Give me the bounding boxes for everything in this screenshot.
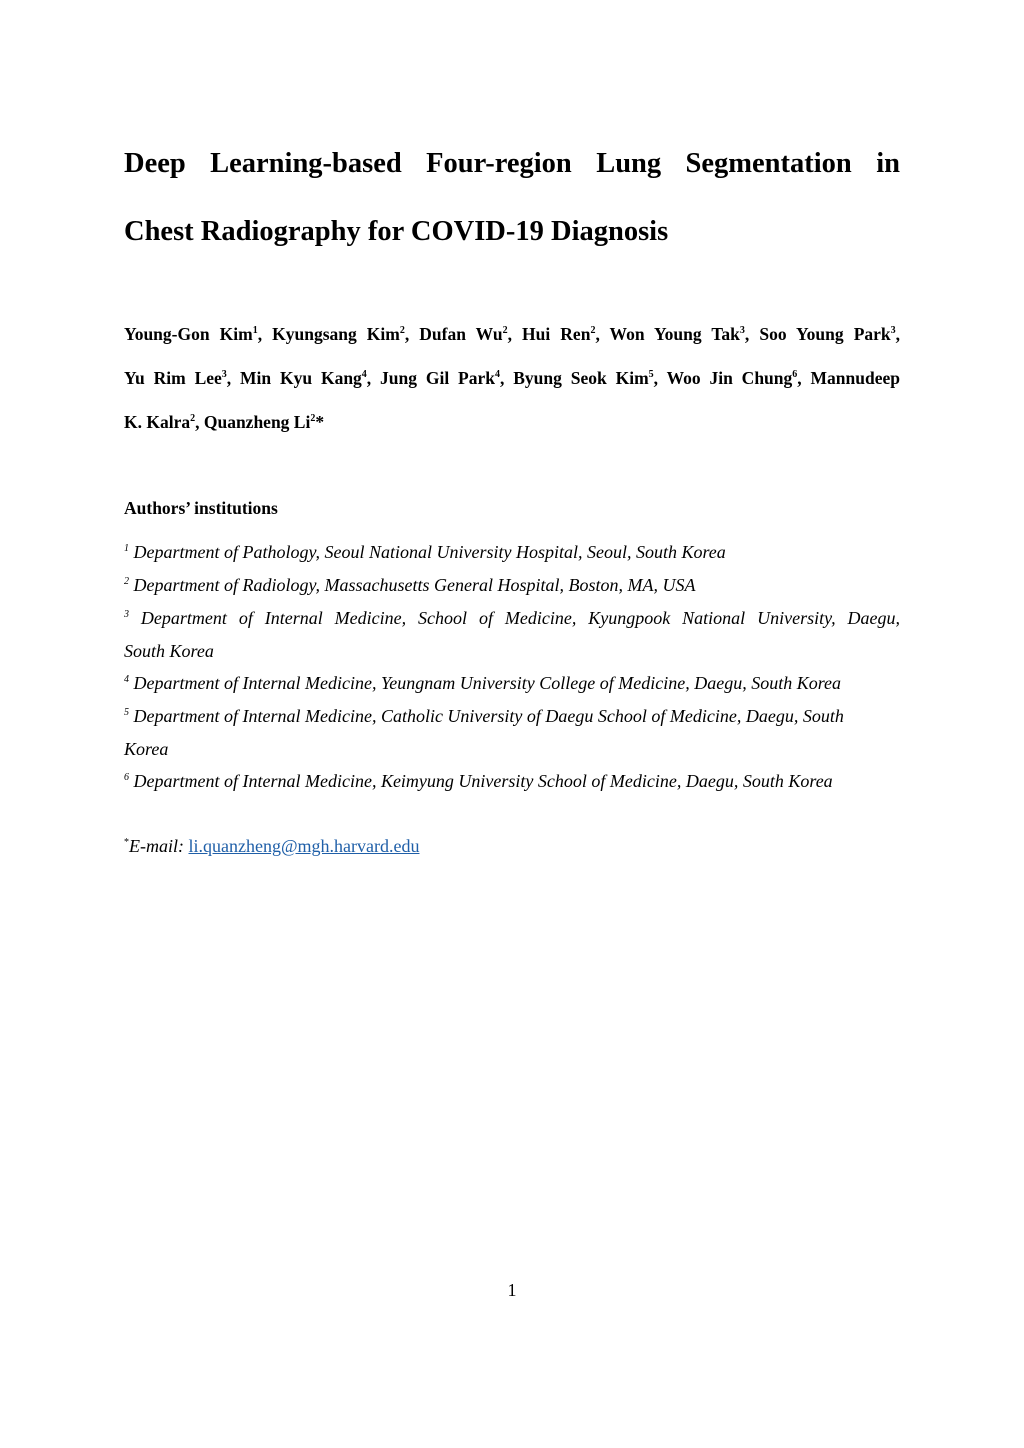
title-word: Learning-based (210, 148, 402, 179)
affiliation-5 (124, 707, 900, 725)
paper-title-line-1 (124, 150, 900, 179)
corresponding-author-mark: * (315, 412, 325, 432)
corresponding-mark: * (124, 837, 129, 848)
author-name: , Mannudeep (797, 368, 900, 388)
title-word: in (876, 148, 900, 179)
affiliation-number: 3 (124, 609, 129, 620)
author-affiliation-mark: 2 (190, 413, 196, 424)
author-affiliation-mark: 2 (399, 325, 405, 336)
affiliation-text: Department of Internal Medicine, School of Medicine, Kyungpook National University, Daegu, (129, 608, 900, 628)
author-affiliation-mark: 2 (502, 325, 508, 336)
affiliation-text: Department of Pathology, Seoul National University Hospital, Seoul, South Korea (129, 542, 726, 562)
contact-email-line (124, 837, 420, 855)
author-name: , Quanzheng Li (195, 412, 311, 432)
author-name: , Hui Ren (507, 324, 591, 344)
author-name: , Kyungsang Kim (257, 324, 400, 344)
author-name: Young-Gon Kim (124, 324, 253, 344)
title-word: Lung (596, 148, 662, 179)
author-affiliation-mark: 3 (890, 325, 896, 336)
author-affiliation-mark: 2 (590, 325, 596, 336)
author-name: , Soo Young Park (744, 324, 891, 344)
affiliation-4 (124, 674, 900, 692)
affiliation-number: 4 (124, 674, 129, 685)
author-affiliation-mark: 6 (792, 369, 798, 380)
affiliation-1 (124, 543, 900, 561)
author-list-line-3 (124, 414, 900, 432)
affiliation-number: 1 (124, 543, 129, 554)
author-affiliation-mark: 2 (310, 413, 316, 424)
author-name: , Byung Seok Kim (500, 368, 649, 388)
author-affiliation-mark: 3 (221, 369, 227, 380)
author-name: , Dufan Wu (404, 324, 503, 344)
page-number: 1 (507, 1280, 517, 1300)
title-word: Four-region (426, 148, 572, 179)
paper-title-line-2: Chest Radiography for COVID-19 Diagnosis (124, 216, 669, 247)
author-affiliation-mark: 4 (361, 369, 367, 380)
affiliation-text: Department of Internal Medicine, Catholic University of Daegu School of Medicine, Daegu, South (129, 706, 844, 726)
author-name: , Won Young Tak (595, 324, 740, 344)
author-name: Yu Rim Lee (124, 368, 222, 388)
affiliation-text: Department of Internal Medicine, Yeungnam University College of Medicine, Daegu, South Korea (129, 673, 842, 693)
affiliation-number: 2 (124, 576, 129, 587)
email-link[interactable]: li.quanzheng@mgh.harvard.edu (188, 836, 420, 856)
title-word: Deep (124, 148, 186, 179)
affiliation-text: Department of Radiology, Massachusetts General Hospital, Boston, MA, USA (129, 575, 696, 595)
author-affiliation-mark: 1 (252, 325, 258, 336)
author-name: , Jung Gil Park (366, 368, 496, 388)
affiliation-number: 5 (124, 707, 129, 718)
author-list-line-1 (124, 326, 900, 344)
author-name: , Min Kyu Kang (226, 368, 362, 388)
author-affiliation-mark: 3 (739, 325, 745, 336)
author-affiliation-mark: 4 (495, 369, 501, 380)
affiliation-2 (124, 576, 900, 594)
author-list-line-2 (124, 370, 900, 388)
title-word: Segmentation (685, 148, 852, 179)
author-name: , Woo Jin Chung (653, 368, 793, 388)
affiliation-3 (124, 609, 900, 627)
affiliation-6 (124, 772, 900, 790)
author-affiliation-mark: 5 (648, 369, 654, 380)
institutions-heading: Authors’ institutions (124, 498, 278, 518)
author-separator: , (895, 324, 901, 344)
affiliation-number: 6 (124, 772, 129, 783)
affiliation-text: Department of Internal Medicine, Keimyung University School of Medicine, Daegu, South Korea (129, 771, 833, 791)
affiliation-3-continuation: South Korea (124, 641, 214, 661)
email-label: E-mail: (129, 836, 189, 856)
author-name: K. Kalra (124, 412, 191, 432)
affiliation-5-continuation: Korea (124, 739, 169, 759)
